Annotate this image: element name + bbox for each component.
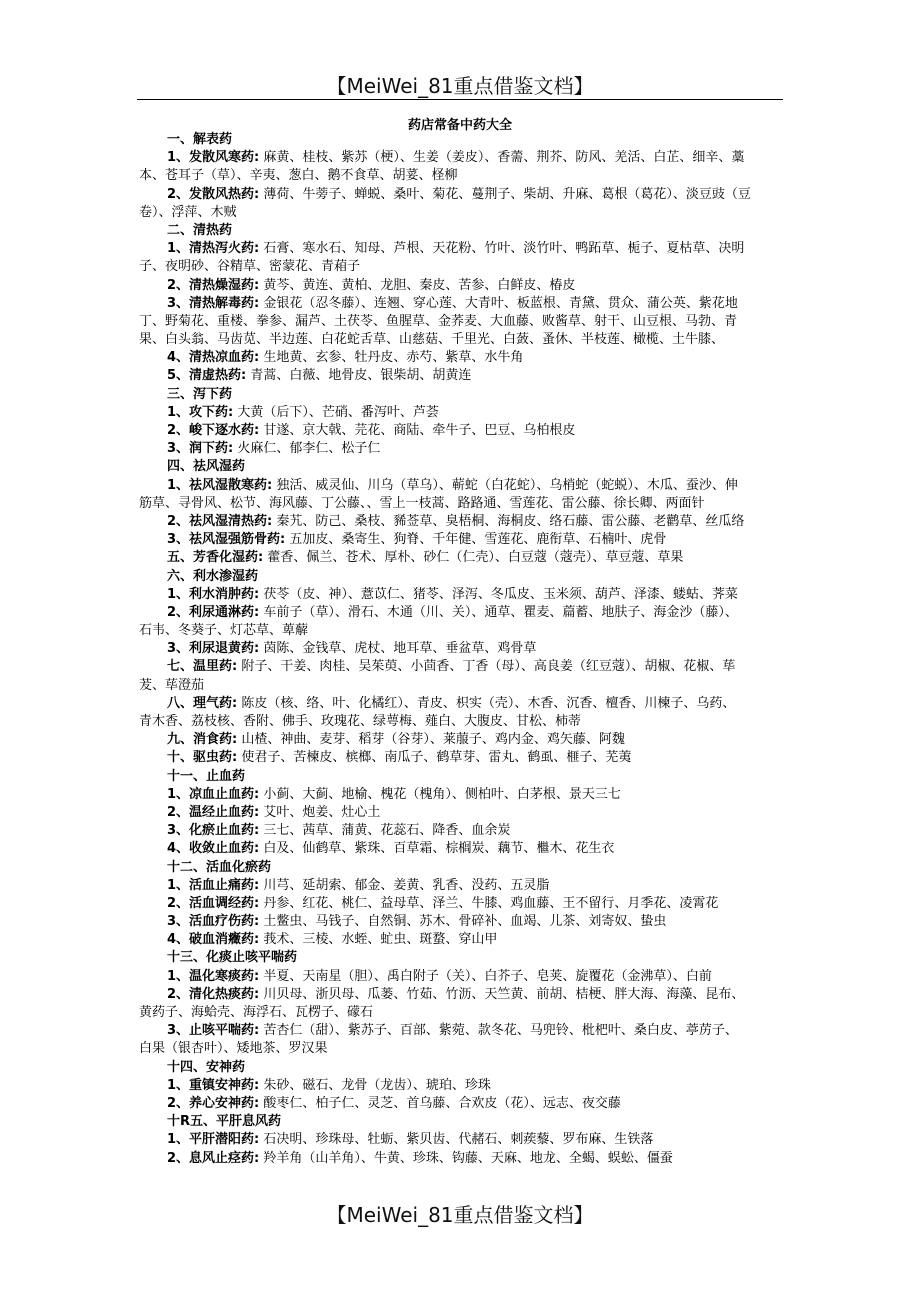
document-body xyxy=(139,131,783,1168)
herb-list: 黄药子、海蛤壳、海浮石、瓦楞子、礞石 xyxy=(139,1005,374,1020)
text-line xyxy=(139,295,783,313)
category-label: 1、重镇安神药: xyxy=(167,1077,260,1093)
category-label: 1、凉血止血药: xyxy=(167,786,260,802)
text-line xyxy=(139,968,783,986)
text-line xyxy=(139,786,783,804)
category-label: 2、清热燥湿药: xyxy=(167,277,260,293)
category-label: 2、活血调经药: xyxy=(167,895,260,911)
herb-list: 羚羊角（山羊角）、牛黄、珍珠、钩藤、天麻、地龙、全蝎、蜈蚣、僵蚕 xyxy=(259,1150,673,1166)
herb-list: 三七、茜草、蒲黄、花蕊石、降香、血余炭 xyxy=(259,823,511,839)
category-label: 1、清热泻火药: xyxy=(167,241,260,257)
text-line xyxy=(139,404,783,422)
category-label: 2、利尿通淋药: xyxy=(167,604,260,620)
herb-list: 藿香、佩兰、苍术、厚朴、砂仁（仁壳）、白豆蔻（蔻壳）、草豆蔻、草果 xyxy=(263,550,684,566)
herb-list: 石决明、珍珠母、牡蛎、紫贝齿、代赭石、刺蒺藜、罗布麻、生铁落 xyxy=(259,1132,654,1148)
herb-list: 子、夜明砂、谷精草、密蒙花、青葙子 xyxy=(139,259,361,275)
text-line xyxy=(139,677,783,695)
category-label: 七、温里药: xyxy=(167,659,238,675)
category-label: 4、收敛止血药: xyxy=(167,841,260,857)
text-line xyxy=(139,277,783,295)
category-label: 十四、安神药 xyxy=(167,1059,246,1075)
category-label: 1、温化寒痰药: xyxy=(167,968,260,984)
herb-list: 甘遂、京大戟、芫花、商陆、牵牛子、巴豆、乌柏根皮 xyxy=(259,423,576,438)
text-line xyxy=(139,986,783,1004)
text-line xyxy=(139,349,783,367)
category-label: 3、活血疗伤药: xyxy=(167,914,260,930)
text-line xyxy=(139,804,783,822)
herb-list: 白果（银杏叶）、矮地茶、罗汉果 xyxy=(139,1041,328,1057)
herb-list: 小蓟、大蓟、地榆、槐花（槐角）、侧柏叶、白茅根、景天三七 xyxy=(259,786,621,802)
text-line xyxy=(139,222,783,240)
text-line xyxy=(139,186,783,204)
herb-list: 土鳖虫、马钱子、自然铜、苏木、骨碎补、血竭、儿茶、刘寄奴、蛰虫 xyxy=(259,914,667,930)
herb-list: 金银花（忍冬藤）、连翘、穿心莲、大青叶、板蓝根、青黛、贯众、蒲公英、紫花地 xyxy=(259,295,738,311)
category-label: 2、清化热痰药: xyxy=(167,986,260,1002)
herb-list: 火麻仁、郁李仁、松子仁 xyxy=(233,441,381,457)
category-label: 2、温经止血药: xyxy=(167,804,260,820)
footer-banner: 【MeiWei_81重点借鉴文档】 xyxy=(326,1203,594,1227)
text-line xyxy=(139,531,783,549)
text-line xyxy=(139,477,783,495)
text-line xyxy=(139,568,783,586)
category-label: 1、平肝潜阳药: xyxy=(167,1132,260,1148)
document-title: 药店常备中药大全 xyxy=(407,118,512,133)
herb-list: 生地黄、玄参、牡丹皮、赤芍、紫草、水牛角 xyxy=(259,350,524,366)
herb-list: 黄芩、黄连、黄柏、龙胆、秦皮、苦参、白鲜皮、椿皮 xyxy=(259,277,576,293)
category-label: 十二、活血化瘀药 xyxy=(167,859,272,875)
text-line xyxy=(139,1150,783,1168)
header-divider xyxy=(137,99,783,100)
text-line xyxy=(139,258,783,276)
text-line xyxy=(139,622,783,640)
herb-list: 使君子、苦楝皮、槟榔、南瓜子、鹤草芽、雷丸、鹤虱、榧子、芜荑 xyxy=(237,750,632,766)
category-label: 5、清虚热药: xyxy=(167,368,247,384)
category-label: 3、化瘀止血药: xyxy=(167,823,260,839)
category-label: 3、清热解毒药: xyxy=(167,295,260,311)
herb-list: 果、白头翁、马齿苋、半边莲、白花蛇舌草、山慈菇、千里光、白蔹、蚤休、半枝莲、橄榄、土牛膝、 xyxy=(139,332,725,348)
text-line xyxy=(139,422,783,440)
herb-list: 苦杏仁（甜）、紫苏子、百部、紫菀、款冬花、马兜铃、枇杷叶、桑白皮、葶苈子、 xyxy=(259,1023,738,1039)
text-line xyxy=(139,913,783,931)
herb-list: 青蒿、白薇、地骨皮、银柴胡、胡黄连 xyxy=(246,368,472,384)
text-line xyxy=(139,458,783,476)
herb-list: 陈皮（核、络、叶、化橘红）、青皮、枳实（壳）、木香、沉香、檀香、川楝子、乌药、 xyxy=(237,695,736,711)
herb-list: 白及、仙鹤草、紫珠、百草霜、棕榈炭、藕节、檵木、花生衣 xyxy=(259,841,615,857)
category-label: 一、解表药 xyxy=(167,132,233,147)
text-line xyxy=(139,1059,783,1077)
text-line xyxy=(139,731,783,749)
herb-list: 石韦、冬葵子、灯芯草、萆薢 xyxy=(139,623,309,639)
herb-list: 莪术、三棱、水蛭、虻虫、斑蝥、穿山甲 xyxy=(259,932,498,948)
text-line xyxy=(139,1022,783,1040)
text-line xyxy=(139,367,783,385)
text-line xyxy=(139,1095,783,1113)
herb-list: 朱砂、磁石、龙骨（龙齿）、琥珀、珍珠 xyxy=(259,1077,491,1093)
category-label: 3、润下药: xyxy=(167,441,234,457)
text-line xyxy=(139,240,783,258)
text-line xyxy=(139,640,783,658)
category-label: 二、清热药 xyxy=(167,222,233,238)
text-line xyxy=(139,204,783,222)
category-label: 十三、化痰止咳平喘药 xyxy=(167,950,298,966)
text-line xyxy=(139,1040,783,1058)
text-line xyxy=(139,695,783,713)
herb-list: 艾叶、炮姜、灶心土 xyxy=(259,804,381,820)
category-label: 十、驱虫药: xyxy=(167,750,238,766)
herb-list: 独活、威灵仙、川乌（草乌）、蕲蛇（白花蛇）、乌梢蛇（蛇蜕）、木瓜、蚕沙、伸 xyxy=(272,477,738,493)
category-label: 2、祛风湿清热药: xyxy=(167,513,273,529)
herb-list: 茇、荜澄茄 xyxy=(139,677,205,693)
herb-list: 茵陈、金钱草、虎杖、地耳草、垂盆草、鸡骨草 xyxy=(259,641,537,657)
text-line xyxy=(139,859,783,877)
text-line xyxy=(139,167,783,185)
category-label: 十R五、平肝息风药 xyxy=(167,1114,282,1130)
herb-list: 半夏、天南星（胆）、禹白附子（关）、白芥子、皂荚、旋覆花（金沸草）、白前 xyxy=(259,968,712,984)
herb-list: 川贝母、浙贝母、瓜蒌、竹茹、竹沥、天竺黄、前胡、桔梗、胖大海、海藻、昆布、 xyxy=(259,986,745,1002)
text-line xyxy=(139,877,783,895)
text-line xyxy=(139,840,783,858)
category-label: 九、消食药: xyxy=(167,732,238,748)
category-label: 3、祛风湿强筋骨药: xyxy=(167,532,286,548)
text-line xyxy=(139,1113,783,1131)
herb-list: 川芎、延胡索、郁金、姜黄、乳香、没药、五灵脂 xyxy=(259,877,550,893)
category-label: 2、峻下逐水药: xyxy=(167,423,260,438)
herb-list: 筋草、寻骨风、松节、海风藤、丁公藤、、雪上一枝蒿、路路通、雪莲花、雷公藤、徐长卿、两面针 xyxy=(139,495,705,511)
herb-list: 茯苓（皮、神）、薏苡仁、猪苓、泽泻、冬瓜皮、玉米须、葫芦、泽漆、蝼蛄、荠菜 xyxy=(259,586,738,602)
herb-list: 五加皮、桑寄生、狗脊、千年健、雪莲花、鹿衔草、石楠叶、虎骨 xyxy=(285,532,667,548)
category-label: 1、攻下药: xyxy=(167,404,234,420)
text-line xyxy=(139,440,783,458)
category-label: 五、芳香化湿药: xyxy=(167,550,264,566)
text-line xyxy=(139,313,783,331)
category-label: 1、祛风湿散寒药: xyxy=(167,477,273,493)
category-label: 3、止咳平喘药: xyxy=(167,1023,260,1039)
text-line xyxy=(139,931,783,949)
herb-list: 酸枣仁、柏子仁、灵芝、首乌藤、合欢皮（花）、远志、夜交藤 xyxy=(259,1095,621,1111)
text-line xyxy=(139,1077,783,1095)
herb-list: 石膏、寒水石、知母、芦根、天花粉、竹叶、淡竹叶、鸭跖草、栀子、夏枯草、决明 xyxy=(259,241,745,257)
herb-list: 卷）、浮萍、木贼 xyxy=(139,204,237,220)
category-label: 4、破血消癥药: xyxy=(167,932,260,948)
text-line xyxy=(139,604,783,622)
text-line xyxy=(139,586,783,604)
herb-list: 麻黄、桂枝、紫苏（梗）、生姜（姜皮）、香薷、荆芥、防风、羌活、白芷、细辛、藁 xyxy=(259,150,745,166)
text-line xyxy=(139,822,783,840)
text-line xyxy=(139,131,783,149)
herb-list: 本、苍耳子（草）、辛夷、葱白、鹅不食草、胡荽、柽柳 xyxy=(139,168,458,184)
category-label: 2、养心安神药: xyxy=(167,1095,260,1111)
category-label: 十一、止血药 xyxy=(167,768,246,784)
herb-list: 山楂、神曲、麦芽、稻芽（谷芽）、莱菔子、鸡内金、鸡矢藤、阿魏 xyxy=(237,732,625,748)
header-banner: 【MeiWei_81重点借鉴文档】 xyxy=(326,74,594,98)
text-line xyxy=(139,713,783,731)
text-line xyxy=(139,1004,783,1022)
category-label: 1、活血止痛药: xyxy=(167,877,260,893)
category-label: 2、发散风热药: xyxy=(167,186,260,202)
category-label: 4、清热凉血药: xyxy=(167,350,260,366)
herb-list: 青木香、荔枝核、香附、佛手、玫瑰花、绿萼梅、薤白、大腹皮、甘松、柿蒂 xyxy=(139,714,582,729)
herb-list: 车前子（草）、滑石、木通（川、关）、通草、瞿麦、萹蓄、地肤子、海金沙（藤）、 xyxy=(259,604,738,620)
text-line xyxy=(139,658,783,676)
category-label: 三、泻下药 xyxy=(167,386,233,402)
herb-list: 附子、干姜、肉桂、吴茱萸、小茴香、丁香（母）、高良姜（红豆蔻）、胡椒、花椒、荜 xyxy=(237,659,736,675)
herb-list: 秦艽、防己、桑枝、豨莶草、臭梧桐、海桐皮、络石藤、雷公藤、老鹳草、丝瓜络 xyxy=(272,513,745,529)
category-label: 1、发散风寒药: xyxy=(167,150,260,166)
text-line xyxy=(139,513,783,531)
text-line xyxy=(139,949,783,967)
category-label: 八、理气药: xyxy=(167,695,238,711)
text-line xyxy=(139,386,783,404)
category-label: 四、祛风湿药 xyxy=(167,459,246,475)
category-label: 六、利水渗湿药 xyxy=(167,568,259,584)
category-label: 1、利水消肿药: xyxy=(167,586,260,602)
text-line xyxy=(139,549,783,567)
text-line xyxy=(139,768,783,786)
herb-list: 丁、野菊花、重楼、拳参、漏芦、土茯苓、鱼腥草、金荞麦、大血藤、败酱草、射干、山豆根、马勃、青 xyxy=(139,313,738,329)
text-line xyxy=(139,495,783,513)
text-line xyxy=(139,331,783,349)
text-line xyxy=(139,895,783,913)
text-line xyxy=(139,1131,783,1149)
herb-list: 薄荷、牛蒡子、蝉蜕、桑叶、菊花、蔓荆子、柴胡、升麻、葛根（葛花）、淡豆豉（豆 xyxy=(259,186,751,202)
category-label: 2、息风止痉药: xyxy=(167,1150,260,1166)
herb-list: 丹参、红花、桃仁、益母草、泽兰、牛膝、鸡血藤、王不留行、月季花、凌霄花 xyxy=(259,895,719,911)
text-line xyxy=(139,149,783,167)
text-line xyxy=(139,749,783,767)
category-label: 3、利尿退黄药: xyxy=(167,641,260,657)
herb-list: 大黄（后下）、芒硝、番泻叶、芦荟 xyxy=(233,404,439,420)
